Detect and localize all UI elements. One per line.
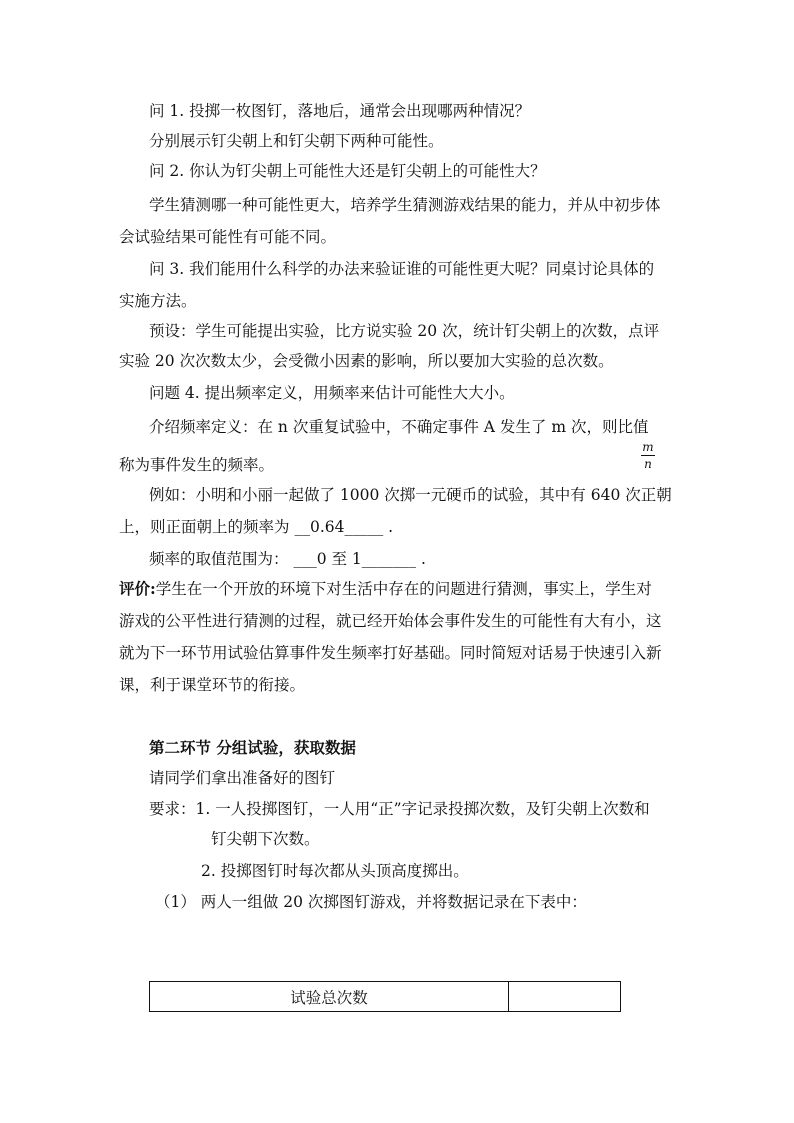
question-4: 问题 4. 提出频率定义，用频率来估计可能性大大小。 (149, 384, 515, 402)
fraction-m-over-n (641, 440, 655, 471)
evaluation-text-1: 学生在一个开放的环境下对生活中存在的问题进行猜测，事实上，学生对 (155, 580, 652, 598)
question-3-line-1: 问 3. 我们能用什么科学的办法来验证谁的可能性更大呢？同桌讨论具体的 (149, 260, 655, 278)
guess-paragraph-line-2: 会试验结果可能性有可能不同。 (119, 228, 337, 246)
experiment-table (149, 981, 621, 1012)
example-period: . (388, 518, 394, 536)
frequency-range (149, 548, 426, 570)
table-cell-label: 试验总次数 (150, 982, 509, 1012)
table-cell-value[interactable] (509, 982, 621, 1012)
evaluation-label: 评价: (119, 579, 156, 598)
question-3-line-2: 实施方法。 (119, 292, 197, 310)
example-line-2 (119, 516, 393, 538)
preset-line-2: 实验 20 次次数太少，会受微小因素的影响，所以要加大实验的总次数。 (119, 352, 614, 370)
question-2: 问 2. 你认为钉尖朝上可能性大还是钉尖朝上的可能性大？ (149, 162, 546, 180)
evaluation-line-4: 课，利于课堂环节的衔接。 (119, 676, 306, 694)
guess-paragraph-line-1: 学生猜测哪一种可能性更大，培养学生猜测游戏结果的能力，并从中初步体 (149, 196, 661, 214)
frequency-range-label: 频率的取值范围为： (149, 550, 289, 568)
preset-line-1: 预设：学生可能提出实验，比方说实验 20 次，统计钉尖朝上的次数，点评 (149, 322, 660, 340)
example-line-2-text: 上，则正面朝上的频率为 (119, 518, 290, 536)
task-1: （1） 两人一组做 20 次掷图钉游戏，并将数据记录在下表中： (155, 893, 587, 911)
question-1: 问 1. 投掷一枚图钉，落地后，通常会出现哪两种情况？ (149, 102, 531, 120)
prepare-instruction: 请同学们拿出准备好的图钉 (149, 769, 336, 787)
frequency-range-period: . (420, 550, 426, 568)
show-possibilities: 分别展示钉尖朝上和钉尖朝下两种可能性。 (149, 132, 444, 150)
frequency-range-answer: ___0 至 1_______ (293, 550, 417, 568)
requirement-item-2: 2. 投掷图钉时每次都从头顶高度掷出。 (201, 862, 469, 880)
requirement-line-2: 钉尖朝下次数。 (211, 830, 320, 848)
frequency-definition-line-2: 称为事件发生的频率。 (119, 456, 275, 474)
evaluation-line-3: 就为下一环节用试验估算事件发生频率打好基础。同时简短对话易于快速引入新 (119, 644, 662, 662)
requirement-line-1: 要求：1. 一人投掷图钉，一人用“正”字记录投掷次数，及钉尖朝上次数和 (149, 800, 650, 818)
table-row (150, 982, 621, 1012)
frequency-definition-line-1: 介绍频率定义：在 n 次重复试验中，不确定事件 A 发生了 m 次，则比值 (149, 418, 649, 436)
fraction-denominator: n (644, 457, 652, 471)
fraction-numerator: m (642, 440, 654, 454)
section-2-heading: 第二环节 分组试验，获取数据 (149, 738, 356, 757)
evaluation-line-1 (119, 578, 652, 600)
evaluation-line-2: 游戏的公平性进行猜测的过程，就已经开始体会事件发生的可能性有大有小，这 (119, 612, 662, 630)
example-line-1: 例如：小明和小丽一起做了 1000 次掷一元硬币的试验，其中有 640 次正朝 (149, 486, 672, 504)
example-answer: __0.64_____ (294, 518, 384, 536)
